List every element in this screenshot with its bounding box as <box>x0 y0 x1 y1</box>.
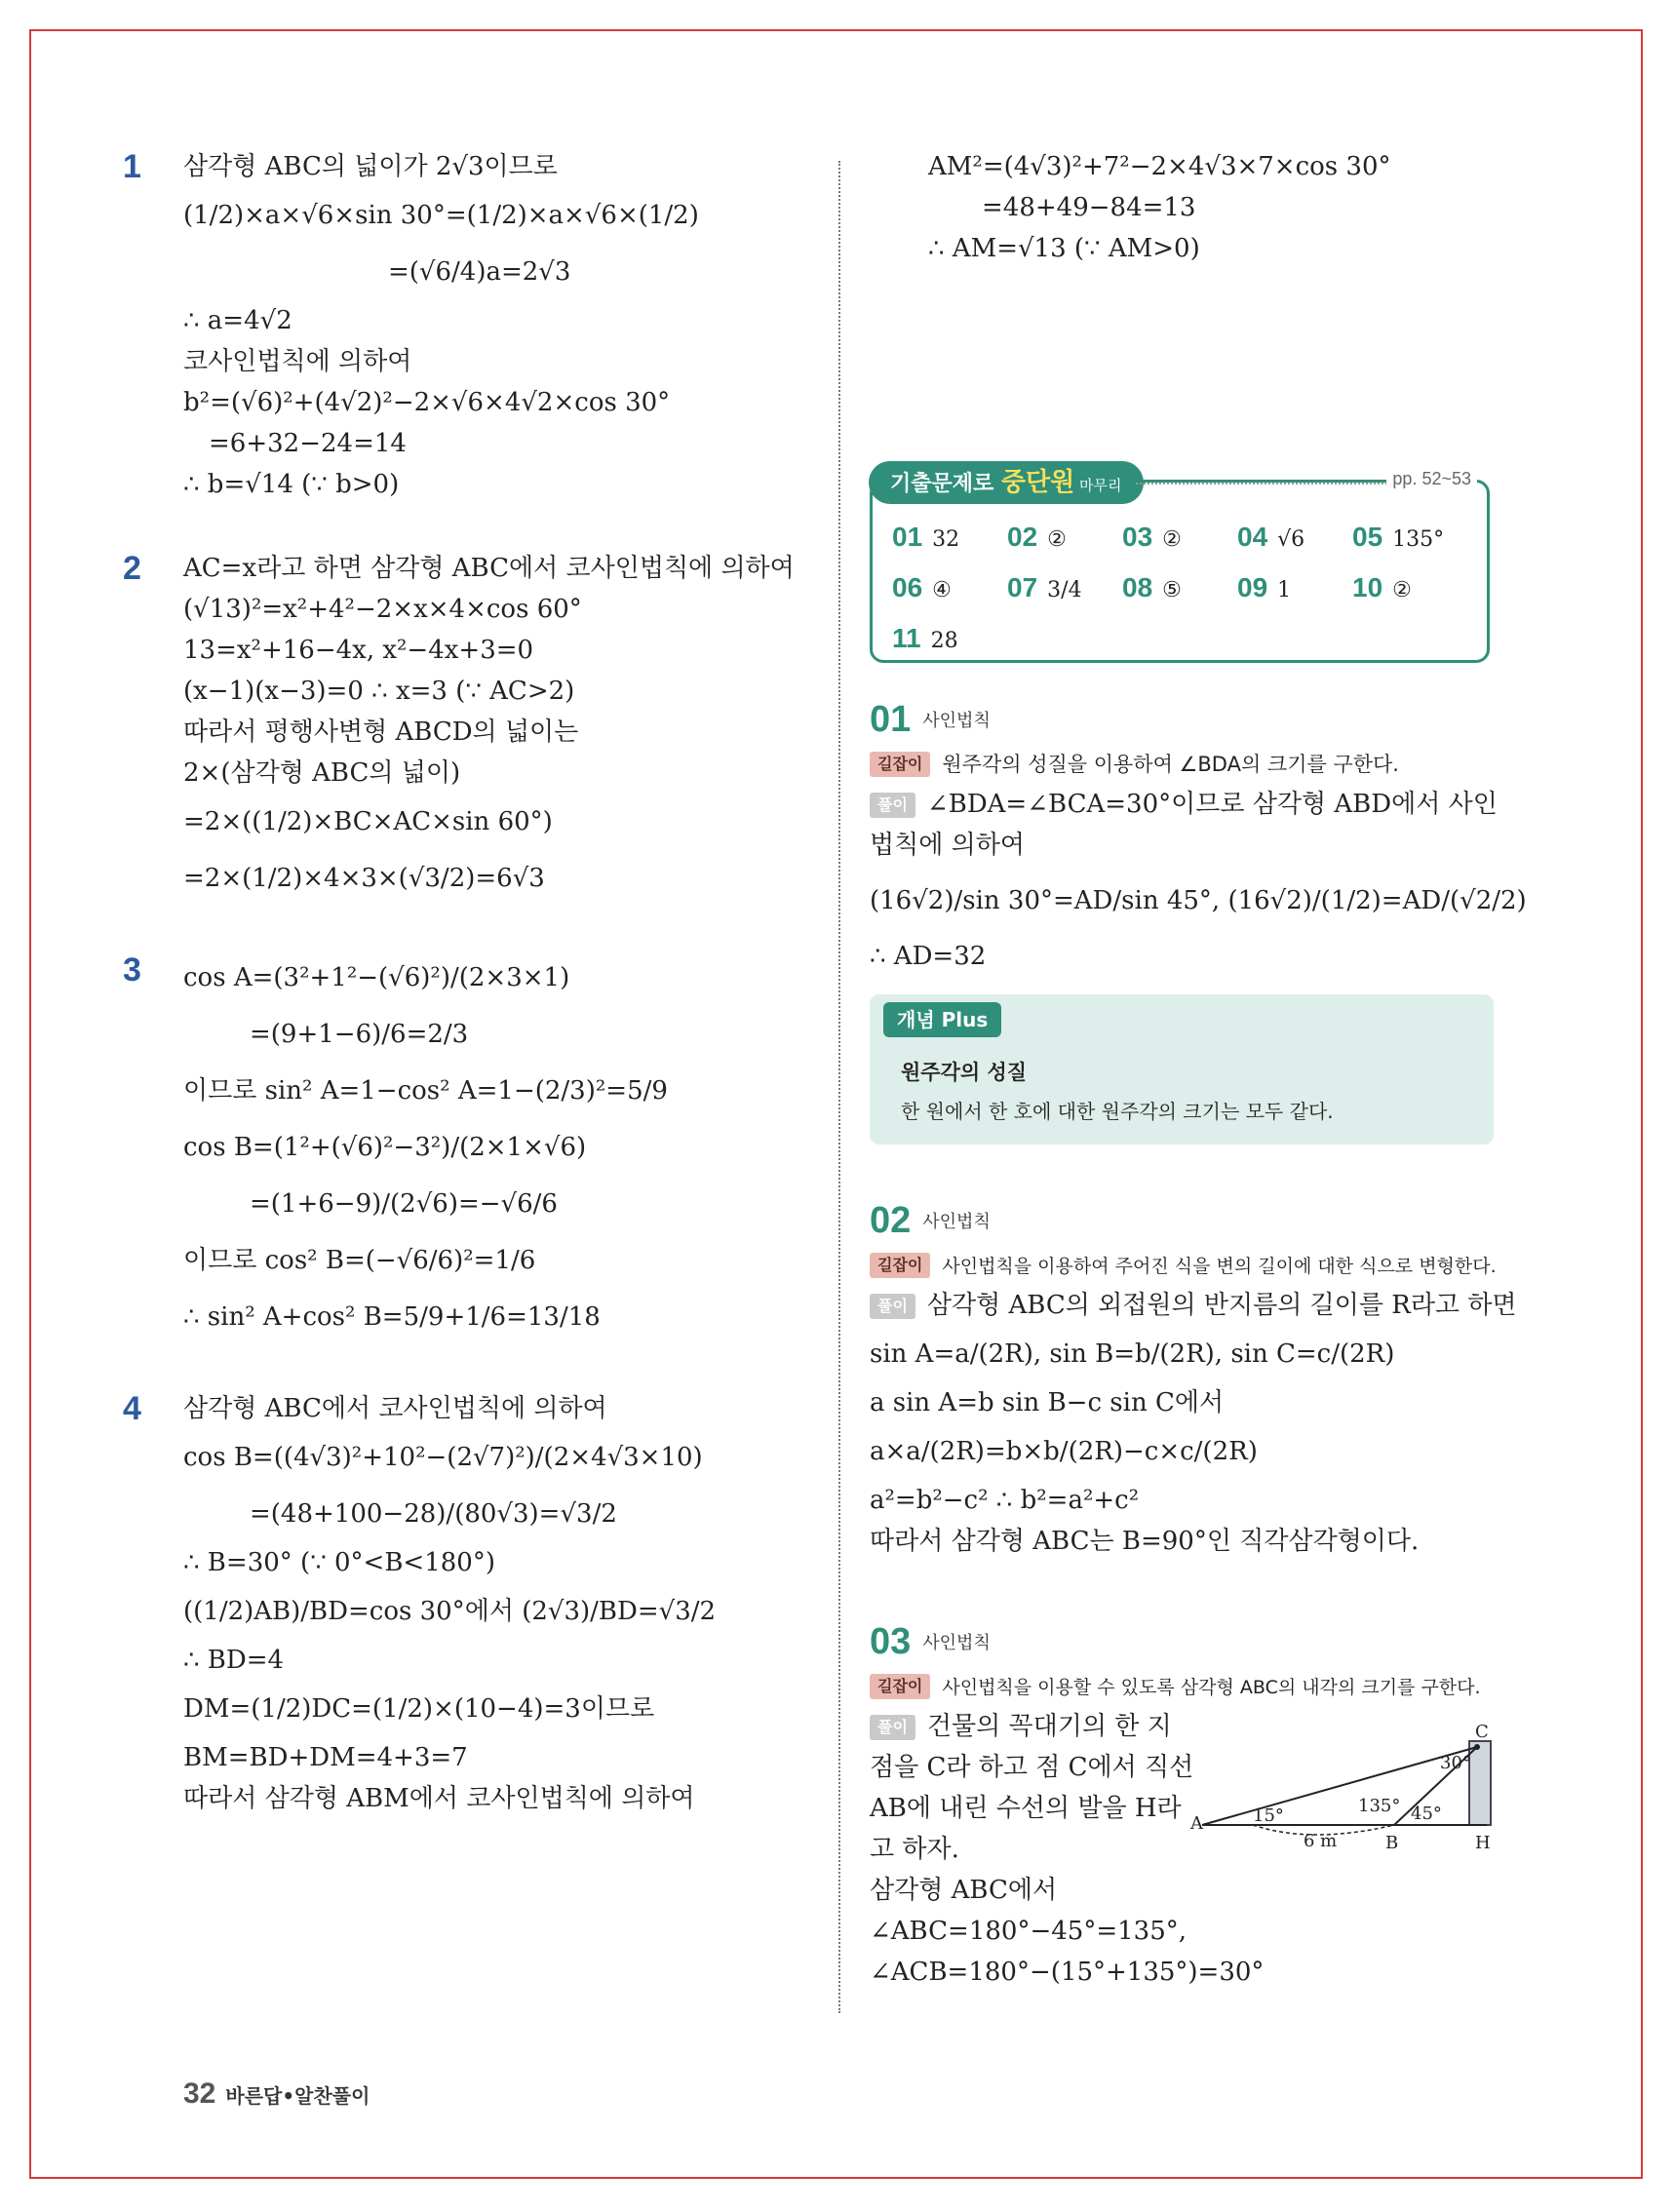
solution-topic: 사인법칙 <box>922 1212 991 1232</box>
solve-badge: 풀이 <box>870 1715 915 1740</box>
answer-summary-box <box>870 468 1490 663</box>
solution-line: cos A=(3²+1²−(√6)²)/(2×3×1) <box>183 963 570 992</box>
solution-line: =(1+6−9)/(2√6)=−√6/6 <box>250 1189 558 1219</box>
problem-number: 2 <box>123 550 141 587</box>
answer-item: 08 ⑤ <box>1122 572 1182 602</box>
problem-number: 3 <box>123 951 141 989</box>
problem-1 <box>123 146 807 505</box>
right-top-continuation <box>870 146 1494 269</box>
problem-4 <box>123 1388 807 1819</box>
angle-b-label: 135° <box>1358 1796 1401 1816</box>
hint-text: 원주각의 성질을 이용하여 ∠BDA의 크기를 구한다. <box>942 753 1399 776</box>
concept-plus-box <box>870 994 1494 1145</box>
solution-line: =(9+1−6)/6=2/3 <box>250 1020 469 1049</box>
answer-item: 05 135° <box>1352 522 1445 552</box>
solution-line: 이므로 sin² A=1−cos² A=1−(2/3)²=5/9 <box>183 1076 668 1106</box>
ab-length-label: 6 m <box>1304 1831 1338 1851</box>
problem-2 <box>123 548 807 907</box>
solution-line: 따라서 평행사변형 ABCD의 넓이는 <box>183 718 579 747</box>
solution-line: ∴ b=√14 (∵ b>0) <box>183 470 400 499</box>
hint-text: 사인법칙을 이용할 수 있도록 삼각형 ABC의 내각의 크기를 구한다. <box>942 1677 1481 1698</box>
solution-line: =2×((1/2)×BC×AC×sin 60°) <box>183 807 553 836</box>
solution-line: =(48+100−28)/(80√3)=√3/2 <box>250 1499 617 1529</box>
label-h: H <box>1475 1833 1491 1853</box>
answer-grid <box>892 516 1477 660</box>
angle-b2-label: 45° <box>1411 1804 1442 1824</box>
solve-badge: 풀이 <box>870 1294 915 1319</box>
concept-body: 한 원에서 한 호에 대한 원주각의 크기는 모두 같다. <box>901 1100 1334 1123</box>
solution-header <box>870 1195 1503 1244</box>
solution-line: (x−1)(x−3)=0 ∴ x=3 (∵ AC>2) <box>183 677 575 706</box>
answer-item: 01 32 <box>892 522 960 552</box>
solution-line: 풀이 삼각형 ABC의 외접원의 반지름의 길이를 R라고 하면 <box>870 1285 1503 1326</box>
solution-line: =6+32−24=14 <box>209 429 407 458</box>
solution-line: cos B=((4√3)²+10²−(2√7)²)/(2×4√3×10) <box>183 1443 703 1472</box>
problem-3 <box>123 950 807 1345</box>
concept-plus-tag: 개념 Plus <box>883 1002 1001 1037</box>
solution-line: =48+49−84=13 <box>982 193 1196 222</box>
solution-line: 삼각형 ABC에서 <box>870 1876 1058 1905</box>
solution-line: =2×(1/2)×4×3×(√3/2)=6√3 <box>183 864 545 893</box>
solution-line: ∴ B=30° (∵ 0°<B<180°) <box>183 1548 495 1577</box>
label-b: B <box>1385 1833 1399 1853</box>
answer-item: 06 ④ <box>892 572 952 602</box>
problem-number: 4 <box>123 1390 141 1427</box>
solution-line: 13=x²+16−4x, x²−4x+3=0 <box>183 636 534 665</box>
solution-line: 2×(삼각형 ABC의 넓이) <box>183 758 461 788</box>
solution-line: ∴ a=4√2 <box>183 306 292 335</box>
solution-line: ∴ AD=32 <box>870 942 987 971</box>
hint-text: 사인법칙을 이용하여 주어진 식을 변의 길이에 대한 식으로 변형한다. <box>942 1256 1497 1277</box>
answer-item: 03 ② <box>1122 522 1182 552</box>
solution-line: a²=b²−c² ∴ b²=a²+c² <box>870 1486 1140 1515</box>
label-a: A <box>1190 1813 1203 1834</box>
solution-header <box>870 694 1503 743</box>
solution-line: DM=(1/2)DC=(1/2)×(10−4)=3이므로 <box>183 1694 655 1724</box>
solution-line: 따라서 삼각형 ABM에서 코사인법칙에 의하여 <box>183 1784 695 1813</box>
solution-line: a×a/(2R)=b×b/(2R)−c×c/(2R) <box>870 1437 1258 1466</box>
solution-line: ∠ACB=180°−(15°+135°)=30° <box>870 1958 1265 1987</box>
solution-line: 따라서 삼각형 ABC는 B=90°인 직각삼각형이다. <box>870 1527 1420 1556</box>
solution-line: 이므로 cos² B=(−√6/6)²=1/6 <box>183 1246 536 1275</box>
solution-line: a sin A=b sin B−c sin C에서 <box>870 1388 1225 1417</box>
answer-item: 10 ② <box>1352 572 1412 602</box>
solution-line: ∴ BD=4 <box>183 1646 285 1675</box>
building <box>1469 1741 1491 1825</box>
solution-line: (16√2)/sin 30°=AD/sin 45°, (16√2)/(1/2)=AD/(√2/2) <box>870 886 1527 915</box>
column-divider <box>838 161 840 2013</box>
problem-number: 1 <box>123 148 141 185</box>
solution-01 <box>870 694 1527 1145</box>
solution-line: AC=x라고 하면 삼각형 ABC에서 코사인법칙에 의하여 <box>183 554 795 583</box>
hint-line <box>870 1244 1503 1285</box>
answer-item: 07 3/4 <box>1007 572 1082 602</box>
solution-number: 02 <box>870 1200 912 1241</box>
solution-02 <box>870 1195 1517 1562</box>
concept-title: 원주각의 성질 <box>901 1061 1028 1084</box>
solution-line: 풀이 ∠BDA=∠BCA=30°이므로 삼각형 ABD에서 사인 <box>870 784 1503 825</box>
solution-line: ((1/2)AB)/BD=cos 30°에서 (2√3)/BD=√3/2 <box>183 1597 717 1626</box>
answer-item: 02 ② <box>1007 522 1067 552</box>
solution-line: cos B=(1²+(√6)²−3²)/(2×1×√6) <box>183 1133 587 1162</box>
solution-line: (1/2)×a×√6×sin 30°=(1/2)×a×√6×(1/2) <box>183 201 699 230</box>
solution-topic: 사인법칙 <box>922 1633 991 1653</box>
hint-badge: 길잡이 <box>870 752 930 777</box>
solution-line: ∴ sin² A+cos² B=5/9+1/6=13/18 <box>183 1302 601 1332</box>
solution-number: 01 <box>870 699 912 740</box>
solution-header <box>870 1616 1503 1665</box>
triangle-diagram <box>1190 1722 1506 1856</box>
solution-line: BM=BD+DM=4+3=7 <box>183 1743 468 1772</box>
answer-item: 09 1 <box>1237 572 1292 602</box>
solution-line: b²=(√6)²+(4√2)²−2×√6×4√2×cos 30° <box>183 388 671 417</box>
page-number: 32 <box>183 2077 216 2110</box>
answer-item: 11 28 <box>892 623 958 653</box>
answer-box-tag <box>869 461 1144 504</box>
angle-c-label: 30° <box>1440 1753 1471 1773</box>
hint-line <box>870 1665 1503 1706</box>
dotted-rule <box>1136 483 1399 485</box>
solution-line: 풀이 건물의 꼭대기의 한 지 <box>870 1706 1503 1747</box>
tag-suffix: 마무리 <box>1074 477 1122 494</box>
solution-line: =(√6/4)a=2√3 <box>388 257 571 287</box>
solution-line: AM²=(4√3)²+7²−2×4√3×7×cos 30° <box>928 152 1391 181</box>
solution-number: 03 <box>870 1621 912 1662</box>
book-title: 바른답•알찬풀이 <box>225 2084 370 2108</box>
solution-line: ∠ABC=180°−45°=135°, <box>870 1917 1187 1946</box>
solution-line: sin A=a/(2R), sin B=b/(2R), sin C=c/(2R) <box>870 1339 1395 1369</box>
solution-line: 삼각형 ABC의 넓이가 2√3이므로 <box>183 152 558 181</box>
solution-line: 코사인법칙에 의하여 <box>183 347 412 376</box>
hint-line <box>870 743 1503 784</box>
page-range: pp. 52~53 <box>1386 469 1477 489</box>
solution-topic: 사인법칙 <box>922 711 991 731</box>
solution-line: 고 하자. <box>870 1835 959 1864</box>
solve-badge: 풀이 <box>870 793 915 818</box>
label-c: C <box>1475 1722 1489 1742</box>
angle-a-label: 15° <box>1253 1805 1284 1826</box>
solution-line: 법칙에 의하여 <box>870 831 1025 860</box>
point-c <box>1474 1744 1480 1750</box>
solution-line: ∴ AM=√13 (∵ AM>0) <box>928 234 1200 263</box>
hint-badge: 길잡이 <box>870 1674 930 1699</box>
solution-line: (√13)²=x²+4²−2×x×4×cos 60° <box>183 595 582 624</box>
tag-highlight: 중단원 <box>1000 468 1075 497</box>
solution-line: AB에 내린 수선의 발을 H라 <box>870 1794 1182 1823</box>
page-footer <box>183 2075 370 2114</box>
answer-item: 04 √6 <box>1237 522 1305 552</box>
solution-line: 점을 C라 하고 점 C에서 직선 <box>870 1753 1194 1782</box>
left-column <box>123 146 807 1819</box>
hint-badge: 길잡이 <box>870 1253 930 1278</box>
tag-prefix: 기출문제로 <box>890 472 1001 496</box>
solution-line: 삼각형 ABC에서 코사인법칙에 의하여 <box>183 1394 607 1423</box>
